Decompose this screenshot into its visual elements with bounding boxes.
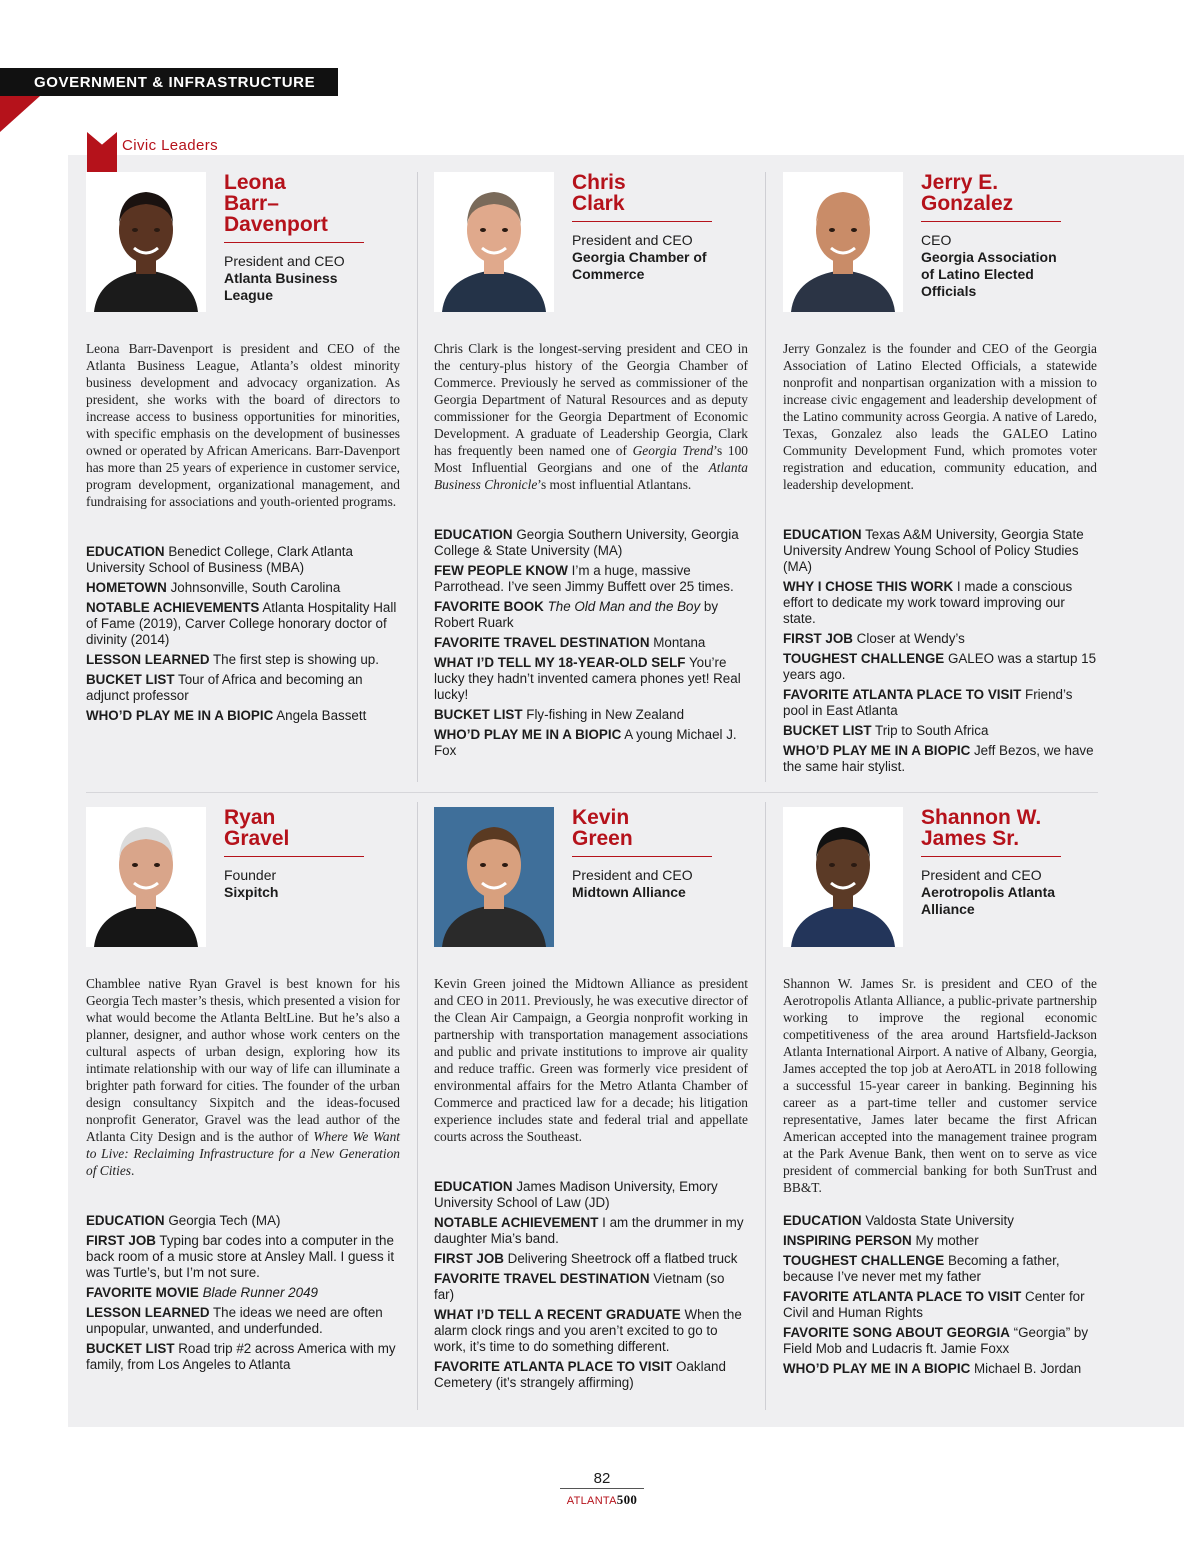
qa-item [86,672,400,704]
qa-question: WHAT I’D TELL MY 18-YEAR-OLD SELF [434,655,686,670]
qa-item [86,1213,400,1229]
qa-question: FAVORITE SONG ABOUT GEORGIA [783,1325,1010,1340]
qa-answer: Jeff Bezos, we have the same hair stylist. [783,743,1094,774]
qa-answer: When the alarm clock rings and you aren’t excited to go to work, it’s time to do something different. [434,1307,742,1354]
qa-answer: Montana [653,635,706,650]
profile-title: President and CEO [224,253,345,269]
qa-answer: Tour of Africa and becoming an adjunct professor [86,672,363,703]
bio-fragment: Chamblee native Ryan Gravel is best known for his Georgia Tech master’s thesis, which presented a vision for what would become the Atlanta BeltLine. But he’s also a planner, designer, and author whose work centers on the cultural aspects of urban design, exploring how its intimate relationship with our way of life can illuminate a brighter path forward for cities. The founder of the urban design consultancy Sixpitch and the ideas-focused nonprofit Generator, Gravel was the lead author of the Atlanta City Design and is the author of [86,976,400,1144]
qa-item [434,1251,748,1267]
profile-bio [434,340,748,493]
profile-organization: Sixpitch [224,884,279,900]
qa-answer: by Robert Ruark [434,599,719,630]
corner-accent [0,96,40,132]
qa-question: WHO’D PLAY ME IN A BIOPIC [434,727,622,742]
qa-item [434,563,748,595]
brand-name: ATLANTA [566,1495,617,1507]
section-title: GOVERNMENT & INFRASTRUCTURE [34,73,316,91]
profile-name [224,807,364,857]
qa-item [86,1233,400,1281]
qa-answer: Georgia Southern University, Georgia College & State University (MA) [434,527,739,558]
qa-question: FAVORITE MOVIE [86,1285,199,1300]
name-line: Barr– [224,192,279,215]
qa-question: FAVORITE BOOK [434,599,544,614]
qa-answer: Fly-fishing in New Zealand [526,707,685,722]
name-line: Kevin [572,806,630,829]
row-divider [86,792,1098,793]
qa-answer: “Georgia” by Field Mob and Ludacris ft. Jamie Foxx [783,1325,1089,1356]
qa-item [783,631,1097,647]
portrait-photo [783,807,903,947]
qa-question: EDUCATION [86,1213,165,1228]
qa-question: EDUCATION [434,1179,513,1194]
qa-item [783,1233,1097,1249]
qa-item [434,1359,748,1391]
bio-fragment: ’s 100 Most Influential Georgians and one of the [434,443,748,475]
bio-fragment: ’s most influential Atlantans. [537,477,692,492]
profile-title: President and CEO [572,232,693,248]
bio-fragment: Where We Want to Live: Reclaiming Infrastructure for a New Generation of Cities [86,1129,400,1178]
qa-item [86,652,400,668]
qa-question: FAVORITE ATLANTA PLACE TO VISIT [434,1359,673,1374]
profile-qa [86,544,400,728]
qa-answer: Valdosta State University [865,1213,1014,1228]
profile-header [572,172,712,283]
qa-question: WHO’D PLAY ME IN A BIOPIC [783,743,971,758]
qa-item [783,1289,1097,1321]
qa-question: EDUCATION [783,527,862,542]
qa-answer: I’m a huge, massive Parrothead. I’ve seen Jimmy Buffett over 25 times. [434,563,734,594]
qa-item [783,579,1097,627]
profile-title: CEO [921,232,952,248]
qa-answer: I am the drummer in my daughter Mia’s band. [434,1215,744,1246]
qa-question: WHO’D PLAY ME IN A BIOPIC [86,708,274,723]
qa-answer: I made a conscious effort to dedicate my work toward improving our state. [783,579,1073,626]
qa-answer: GALEO was a startup 15 years ago. [783,651,1097,682]
qa-question: WHY I CHOSE THIS WORK [783,579,954,594]
qa-answer: Benedict College, Clark Atlanta University School of Business (MBA) [86,544,353,575]
qa-item [783,527,1097,575]
qa-question: FAVORITE ATLANTA PLACE TO VISIT [783,687,1022,702]
qa-item [434,635,748,651]
qa-question: FAVORITE ATLANTA PLACE TO VISIT [783,1289,1022,1304]
footer-brand [560,1492,644,1508]
qa-item [434,1179,748,1211]
qa-item [86,1305,400,1337]
name-line: Jerry E. [921,171,999,194]
qa-answer: You’re lucky they hadn’t invented camera phones yet! Real lucky! [434,655,741,702]
profile-organization: Georgia Chamber of Commerce [572,249,707,282]
profile-bio: Leona Barr-Davenport is president and CEO of the Atlanta Business League, Atlanta’s oldest minority business development and advocacy organization. As president, she works with the board of directors to increase access to business opportunities for minorities, with specific emphasis on the development of businesses owned or operated by African Americans. Barr-Davenport has more than 25 years of experience in customer service, program development, organizational management, and fundraising for associations and youth-oriented programs. [86,341,400,509]
profile-name [572,172,712,222]
qa-item [783,687,1097,719]
qa-answer: Vietnam (so far) [434,1271,725,1302]
name-line: Green [572,827,633,850]
profile-organization: Midtown Alliance [572,884,686,900]
profile-header [921,172,1061,300]
qa-answer-title: Blade Runner 2049 [202,1285,318,1300]
qa-item [434,655,748,703]
profile-bio: Jerry Gonzalez is the founder and CEO of the Georgia Association of Latino Elected Officials, a statewide nonprofit and nonpartisan organization with a mission to increase civic engagement and leadership development of the Latino community across Georgia. A native of Laredo, Texas, Gonzalez also leads the GALEO Latino Community Development Fund, which promotes voter registration and education, community education, and leadership development. [783,341,1097,492]
qa-item [434,1215,748,1247]
qa-question: FIRST JOB [783,631,853,646]
bio-fragment: Georgia Trend [632,443,714,458]
qa-item [86,1285,400,1301]
bio-fragment: . [131,1163,135,1178]
profile-bio [86,975,400,1179]
portrait-photo [86,172,206,312]
qa-item [783,743,1097,775]
name-line: Gravel [224,827,290,850]
name-line: Clark [572,192,625,215]
profile-header [921,807,1061,918]
page-number: 82 [560,1470,644,1489]
qa-question: EDUCATION [434,527,513,542]
qa-item [86,1341,400,1373]
name-line: Leona [224,171,286,194]
name-line: Chris [572,171,626,194]
bookmark-icon [87,132,117,174]
bio-fragment: Atlanta Business Chronicle [434,460,748,492]
bio-fragment: Chris Clark is the longest-serving president and CEO in the century-plus history of the Georgia Chamber of Commerce. Previously he served as commissioner of the Georgia Department of Natural Resources and as deputy commissioner for the Georgia Department of Economic Development. A graduate of Leadership Georgia, Clark has frequently been named one of [434,341,748,458]
category-label: Civic Leaders [122,137,219,154]
qa-question: BUCKET LIST [783,723,872,738]
qa-item [86,544,400,576]
qa-question: LESSON LEARNED [86,1305,210,1320]
profile-organization: Georgia Association of Latino Elected Officials [921,249,1057,299]
column-divider [765,172,766,782]
qa-question: FEW PEOPLE KNOW [434,563,568,578]
qa-answer: Oakland Cemetery (it’s strangely affirming) [434,1359,726,1390]
portrait-photo [783,172,903,312]
profile-title: President and CEO [572,867,693,883]
qa-answer: Typing bar codes into a computer in the back room of a music store at Ansley Mall. I guess it was Turtle’s, but I’m not sure. [86,1233,395,1280]
qa-answer: Closer at Wendy’s [856,631,965,646]
qa-item [434,527,748,559]
profile-name [921,172,1061,222]
profile-qa [434,1179,748,1395]
profile-bio: Kevin Green joined the Midtown Alliance as president and CEO in 2011. Previously, he was executive director of the Clean Air Campaign, a Georgia nonprofit working in partnership with transportation management associations and public and private institutions to improve air quality and reduce traffic. Green was formerly vice president of environmental affairs for the Metro Atlanta Chamber of Commerce and practiced law for a decade; his litigation experience includes state and federal trial and appellate courts across the Southeast. [434,976,748,1144]
qa-question: FIRST JOB [434,1251,504,1266]
qa-answer: Johnsonville, South Carolina [170,580,341,595]
qa-answer: Atlanta Hospitality Hall of Fame (2019), Carver College honorary doctor of divinity (2014) [86,600,397,647]
profile-qa [434,527,748,763]
section-tag [0,68,338,96]
profile-bio: Shannon W. James Sr. is president and CEO of the Aerotropolis Atlanta Alliance, a public-private partnership working to improve the regional economic competitiveness of the area around Hartsfield-Jackson Atlanta International Airport. A native of Albany, Georgia, James accepted the top job at AeroATL in 2018 following a successful 15-year career in banking. Beginning his career as a part-time teller and customer service representative, James later became the first African American accepted into the management trainee program at the Park Avenue Bank, then went on to serve as vice president of commercial banking for both SunTrust and BB&T. [783,976,1097,1195]
profile-organization: Aerotropolis Atlanta Alliance [921,884,1056,917]
qa-question: WHAT I’D TELL A RECENT GRADUATE [434,1307,681,1322]
profile-organization: Atlanta Business League [224,270,338,303]
profile-qa [86,1213,400,1377]
qa-answer: My mother [915,1233,979,1248]
name-line: Shannon W. [921,806,1042,829]
qa-question: LESSON LEARNED [86,652,210,667]
qa-answer: Delivering Sheetrock off a flatbed truck [507,1251,738,1266]
qa-item [86,580,400,596]
qa-question: EDUCATION [86,544,165,559]
profile-name [224,172,364,243]
qa-answer: The ideas we need are often unpopular, unwanted, and underfunded. [86,1305,383,1336]
qa-answer: Trip to South Africa [875,723,989,738]
qa-answer: Friend’s pool in East Atlanta [783,687,1073,718]
profile-qa [783,527,1097,779]
portrait-photo [86,807,206,947]
qa-item [86,708,400,724]
name-line: James Sr. [921,827,1020,850]
qa-item [783,1325,1097,1357]
qa-question: WHO’D PLAY ME IN A BIOPIC [783,1361,971,1376]
qa-question: EDUCATION [783,1213,862,1228]
qa-answer: Michael B. Jordan [973,1361,1082,1376]
qa-question: INSPIRING PERSON [783,1233,912,1248]
column-divider [765,802,766,1410]
profile-name [572,807,712,857]
qa-question: HOMETOWN [86,580,167,595]
column-divider [417,172,418,782]
qa-question: TOUGHEST CHALLENGE [783,1253,945,1268]
qa-question: BUCKET LIST [86,672,175,687]
portrait-photo [434,807,554,947]
qa-question: FAVORITE TRAVEL DESTINATION [434,635,650,650]
qa-question: NOTABLE ACHIEVEMENT [434,1215,599,1230]
qa-item [434,1307,748,1355]
profile-name [921,807,1061,857]
qa-item [434,707,748,723]
qa-answer: Center for Civil and Human Rights [783,1289,1085,1320]
qa-item [783,1361,1097,1377]
qa-item [434,1271,748,1303]
qa-item [783,651,1097,683]
qa-answer: Becoming a father, because I’ve never met my father [783,1253,1060,1284]
profile-title: Founder [224,867,277,883]
qa-item [434,727,748,759]
qa-answer: The first step is showing up. [213,652,379,667]
qa-item [783,1253,1097,1285]
name-line: Ryan [224,806,276,829]
qa-answer: Road trip #2 across America with my family, from Los Angeles to Atlanta [86,1341,396,1372]
profile-header [572,807,712,901]
name-line: Gonzalez [921,192,1014,215]
qa-item [434,599,748,631]
qa-answer: Angela Bassett [276,708,367,723]
portrait-photo [434,172,554,312]
brand-number: 500 [616,1492,638,1507]
qa-question: BUCKET LIST [434,707,523,722]
column-divider [417,802,418,1410]
qa-question: FIRST JOB [86,1233,156,1248]
qa-answer: A young Michael J. Fox [434,727,737,758]
profile-title: President and CEO [921,867,1042,883]
qa-answer: Texas A&M University, Georgia State University Andrew Young School of Policy Studies (MA) [783,527,1084,574]
qa-question: NOTABLE ACHIEVEMENTS [86,600,260,615]
qa-item [86,600,400,648]
qa-question: TOUGHEST CHALLENGE [783,651,945,666]
name-line: Davenport [224,213,328,236]
qa-item [783,1213,1097,1229]
qa-answer: James Madison University, Emory University School of Law (JD) [434,1179,718,1210]
qa-answer: Georgia Tech (MA) [168,1213,281,1228]
qa-answer-title: The Old Man and the Boy [547,599,701,614]
qa-item [783,723,1097,739]
profile-qa [783,1213,1097,1381]
profile-header [224,172,364,304]
qa-question: FAVORITE TRAVEL DESTINATION [434,1271,650,1286]
profile-header [224,807,364,901]
qa-question: BUCKET LIST [86,1341,175,1356]
